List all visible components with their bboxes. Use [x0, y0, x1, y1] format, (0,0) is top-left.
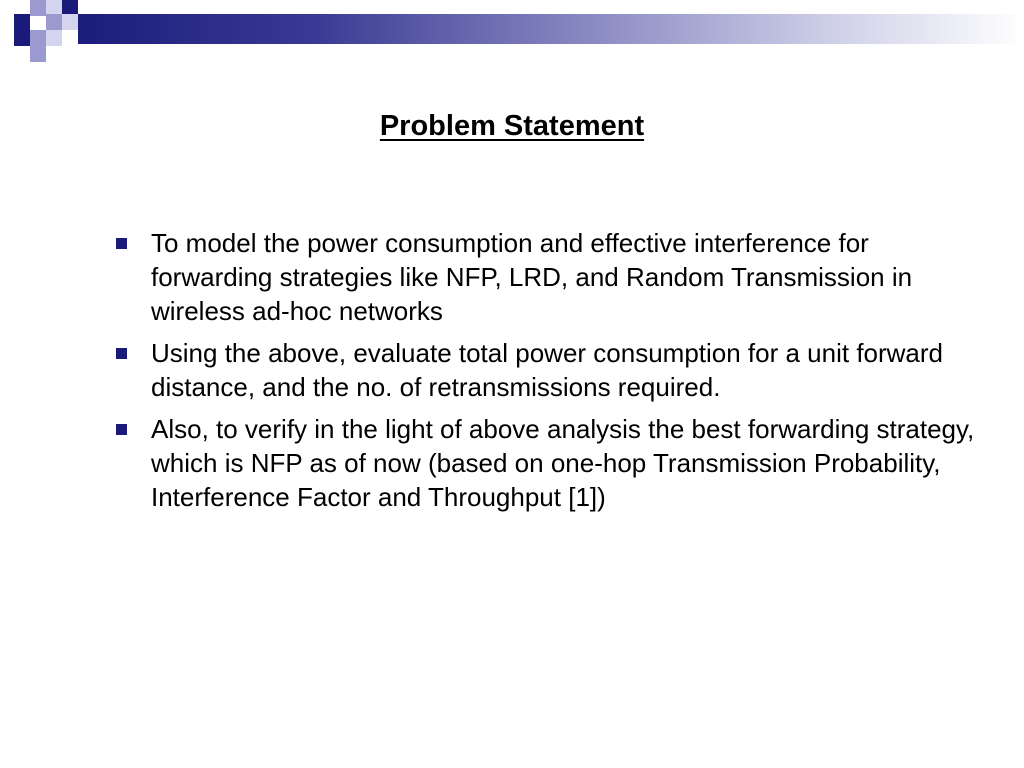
decor-square-pale: [46, 0, 62, 14]
square-bullet-icon: [116, 348, 127, 359]
bullet-item: [110, 226, 995, 328]
bullet-item: [110, 336, 995, 404]
square-bullet-icon: [116, 238, 127, 249]
bullet-list: [110, 226, 995, 522]
decor-square-pale: [46, 30, 62, 46]
bullet-text: Using the above, evaluate total power consumption for a unit forward distance, and the no. of retransmissions required.: [151, 338, 944, 402]
decor-square-lavender: [30, 0, 46, 16]
decor-square-pale: [62, 14, 78, 30]
decor-square-lavender: [30, 46, 46, 62]
decor-square-navy: [14, 30, 30, 46]
decor-square-navy: [62, 0, 78, 14]
bullet-text: To model the power consumption and effective interference for forwarding strategies like NFP, LRD, and Random Transmission in wireless ad-hoc networks: [151, 228, 913, 326]
slide-title: Problem Statement: [379, 110, 645, 142]
decor-square-lavender: [46, 14, 62, 30]
decor-square-navy: [14, 14, 30, 30]
bullet-item: [110, 412, 995, 514]
decor-square-lavender: [30, 30, 46, 46]
header-gradient-bar: [78, 14, 1024, 44]
square-bullet-icon: [116, 424, 127, 435]
bullet-text: Also, to verify in the light of above analysis the best forwarding strategy, which is NFP as of now (based on one-hop Transmission Probability, Interference Factor and Throughput [1]): [151, 414, 975, 512]
